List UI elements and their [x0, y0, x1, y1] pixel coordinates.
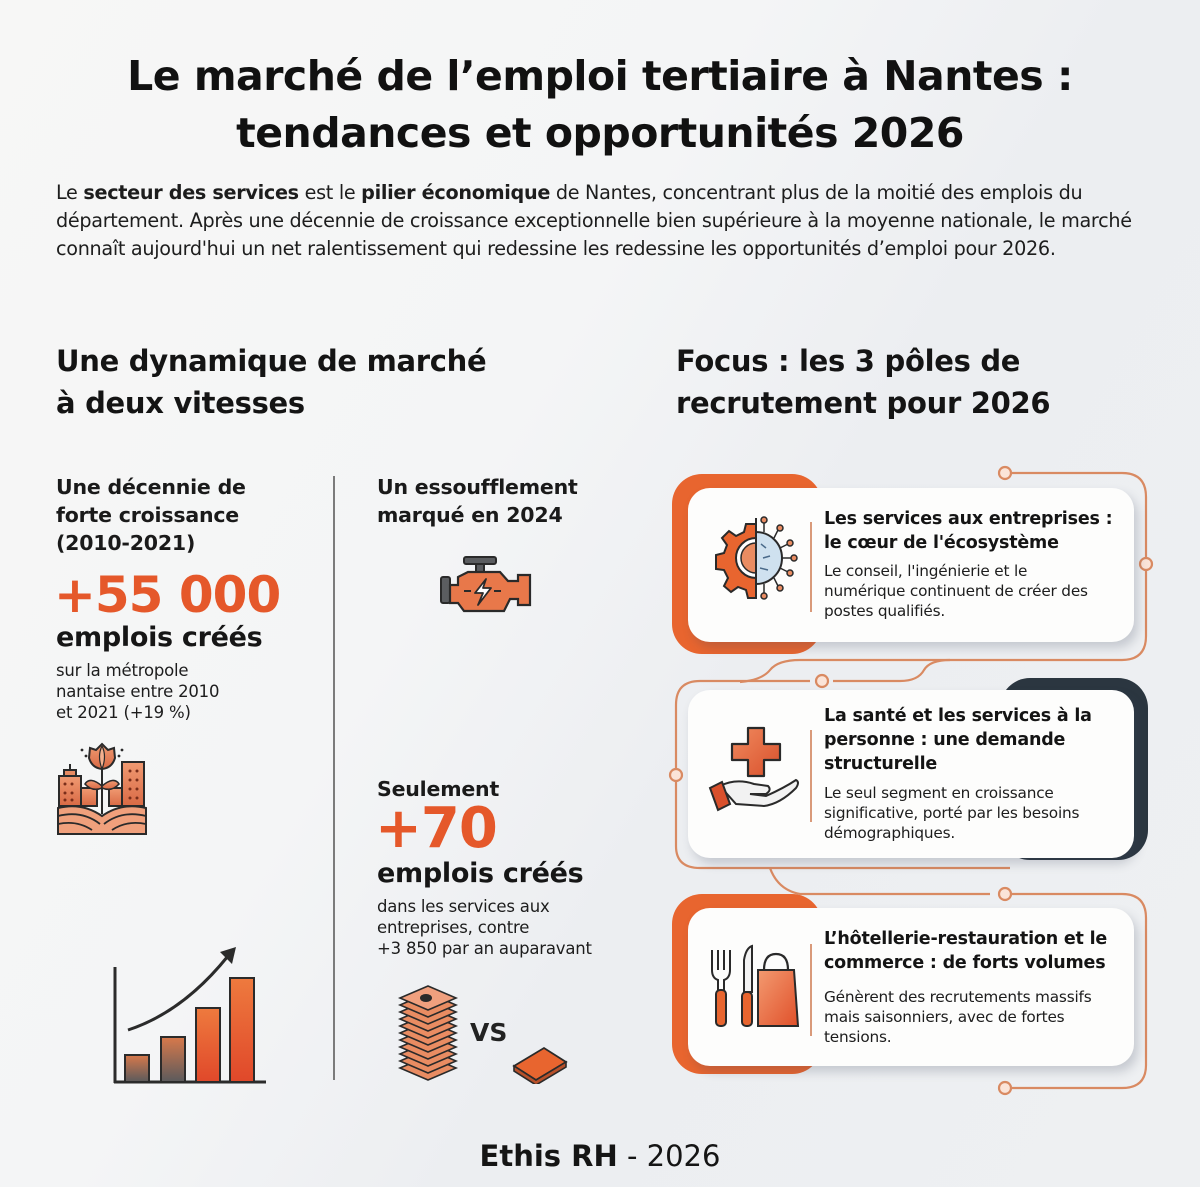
compare-label: VS [470, 1018, 508, 1047]
growth-description [56, 660, 219, 723]
card-description: Le seul segment en croissance significative, porté par les besoins démographiques. [824, 784, 1080, 842]
money-stack-icon [396, 978, 460, 1082]
column-divider [333, 476, 335, 1080]
bar-chart-growth-icon [108, 942, 268, 1087]
intro-text: de Nantes, concentrant plus de la moitié des emplois du département. Après une décennie de croissance exceptionnelle bien supérieure à la moyenne nationale, le marché connaît aujourd'hui un net ralentissement qui redessine les redessine les opportunités d’emploi pour 2026. [56, 181, 1132, 260]
growth-label: emplois créés [56, 622, 263, 653]
card-title: Les services aux entreprises : le cœur de l'écosystème [824, 509, 1113, 553]
growth-heading-line2: forte croissance [56, 503, 240, 527]
left-section-title [56, 340, 486, 424]
right-section-title-line1: Focus : les 3 pôles de [676, 344, 1021, 378]
slowdown-prefix: Seulement [377, 777, 500, 801]
growth-value: +55 000 [54, 566, 281, 624]
intro-text: est le [298, 181, 362, 204]
recruitment-card-business [688, 488, 1134, 642]
left-section-title-line1: Une dynamique de marché [56, 344, 487, 378]
engine-warning-icon [438, 555, 542, 617]
gear-brain-icon [708, 510, 804, 606]
slowdown-heading-line1: Un essoufflement [377, 475, 578, 499]
slowdown-heading-line2: marqué en 2024 [377, 503, 563, 527]
card-title: La santé et les services à la personne : une demande structurelle [824, 706, 1092, 774]
slowdown-desc-line2: entreprises, contre [377, 918, 530, 937]
card-title: L’hôtellerie-restauration et le commerce : de forts volumes [824, 929, 1108, 973]
left-section-title-line2: à deux vitesses [56, 386, 305, 420]
growth-heading-line1: Une décennie de [56, 475, 246, 499]
intro-emphasis-pillar: pilier économique [361, 181, 551, 204]
medical-cross-hand-icon [708, 724, 804, 820]
footer-separator: - [617, 1139, 647, 1173]
page-title [0, 48, 1200, 162]
intro-text: Le [56, 181, 84, 204]
card-description: Le conseil, l'ingénierie et le numérique continuent de créer des postes qualifiés. [824, 562, 1088, 620]
growth-desc-line1: sur la métropole [56, 661, 189, 680]
page-title-line1: Le marché de l’emploi tertiaire à Nantes : [127, 52, 1073, 100]
card-separator [810, 944, 812, 1036]
right-section-title [676, 340, 1050, 424]
page-title-line2: tendances et opportunités 2026 [236, 109, 964, 157]
right-section-title-line2: recrutement pour 2026 [676, 386, 1051, 420]
slowdown-value: +70 [375, 796, 497, 861]
intro-paragraph [56, 179, 1156, 263]
growth-heading [56, 473, 246, 557]
single-bill-icon [510, 1040, 570, 1084]
slowdown-desc-line3: +3 850 par an auparavant [377, 939, 592, 958]
growth-heading-line3: (2010-2021) [56, 531, 196, 555]
slowdown-desc-line1: dans les services aux [377, 897, 550, 916]
slowdown-heading [377, 473, 578, 529]
slowdown-label: emplois créés [377, 858, 584, 889]
growth-desc-line3: et 2021 (+19 %) [56, 703, 191, 722]
recruitment-card-health [688, 690, 1134, 858]
footer [0, 1136, 1200, 1176]
card-separator [810, 730, 812, 822]
city-flower-icon [52, 738, 152, 838]
recruitment-card-hospitality [688, 908, 1134, 1066]
card-description: Génèrent des recrutements massifs mais saisonniers, avec de fortes tensions. [824, 988, 1092, 1046]
footer-brand: Ethis RH [479, 1139, 618, 1173]
footer-year: 2026 [646, 1139, 721, 1173]
intro-emphasis-services: secteur des services [83, 181, 299, 204]
growth-desc-line2: nantaise entre 2010 [56, 682, 220, 701]
slowdown-description [377, 896, 592, 959]
card-separator [810, 522, 812, 612]
fork-knife-bag-icon [708, 940, 804, 1036]
